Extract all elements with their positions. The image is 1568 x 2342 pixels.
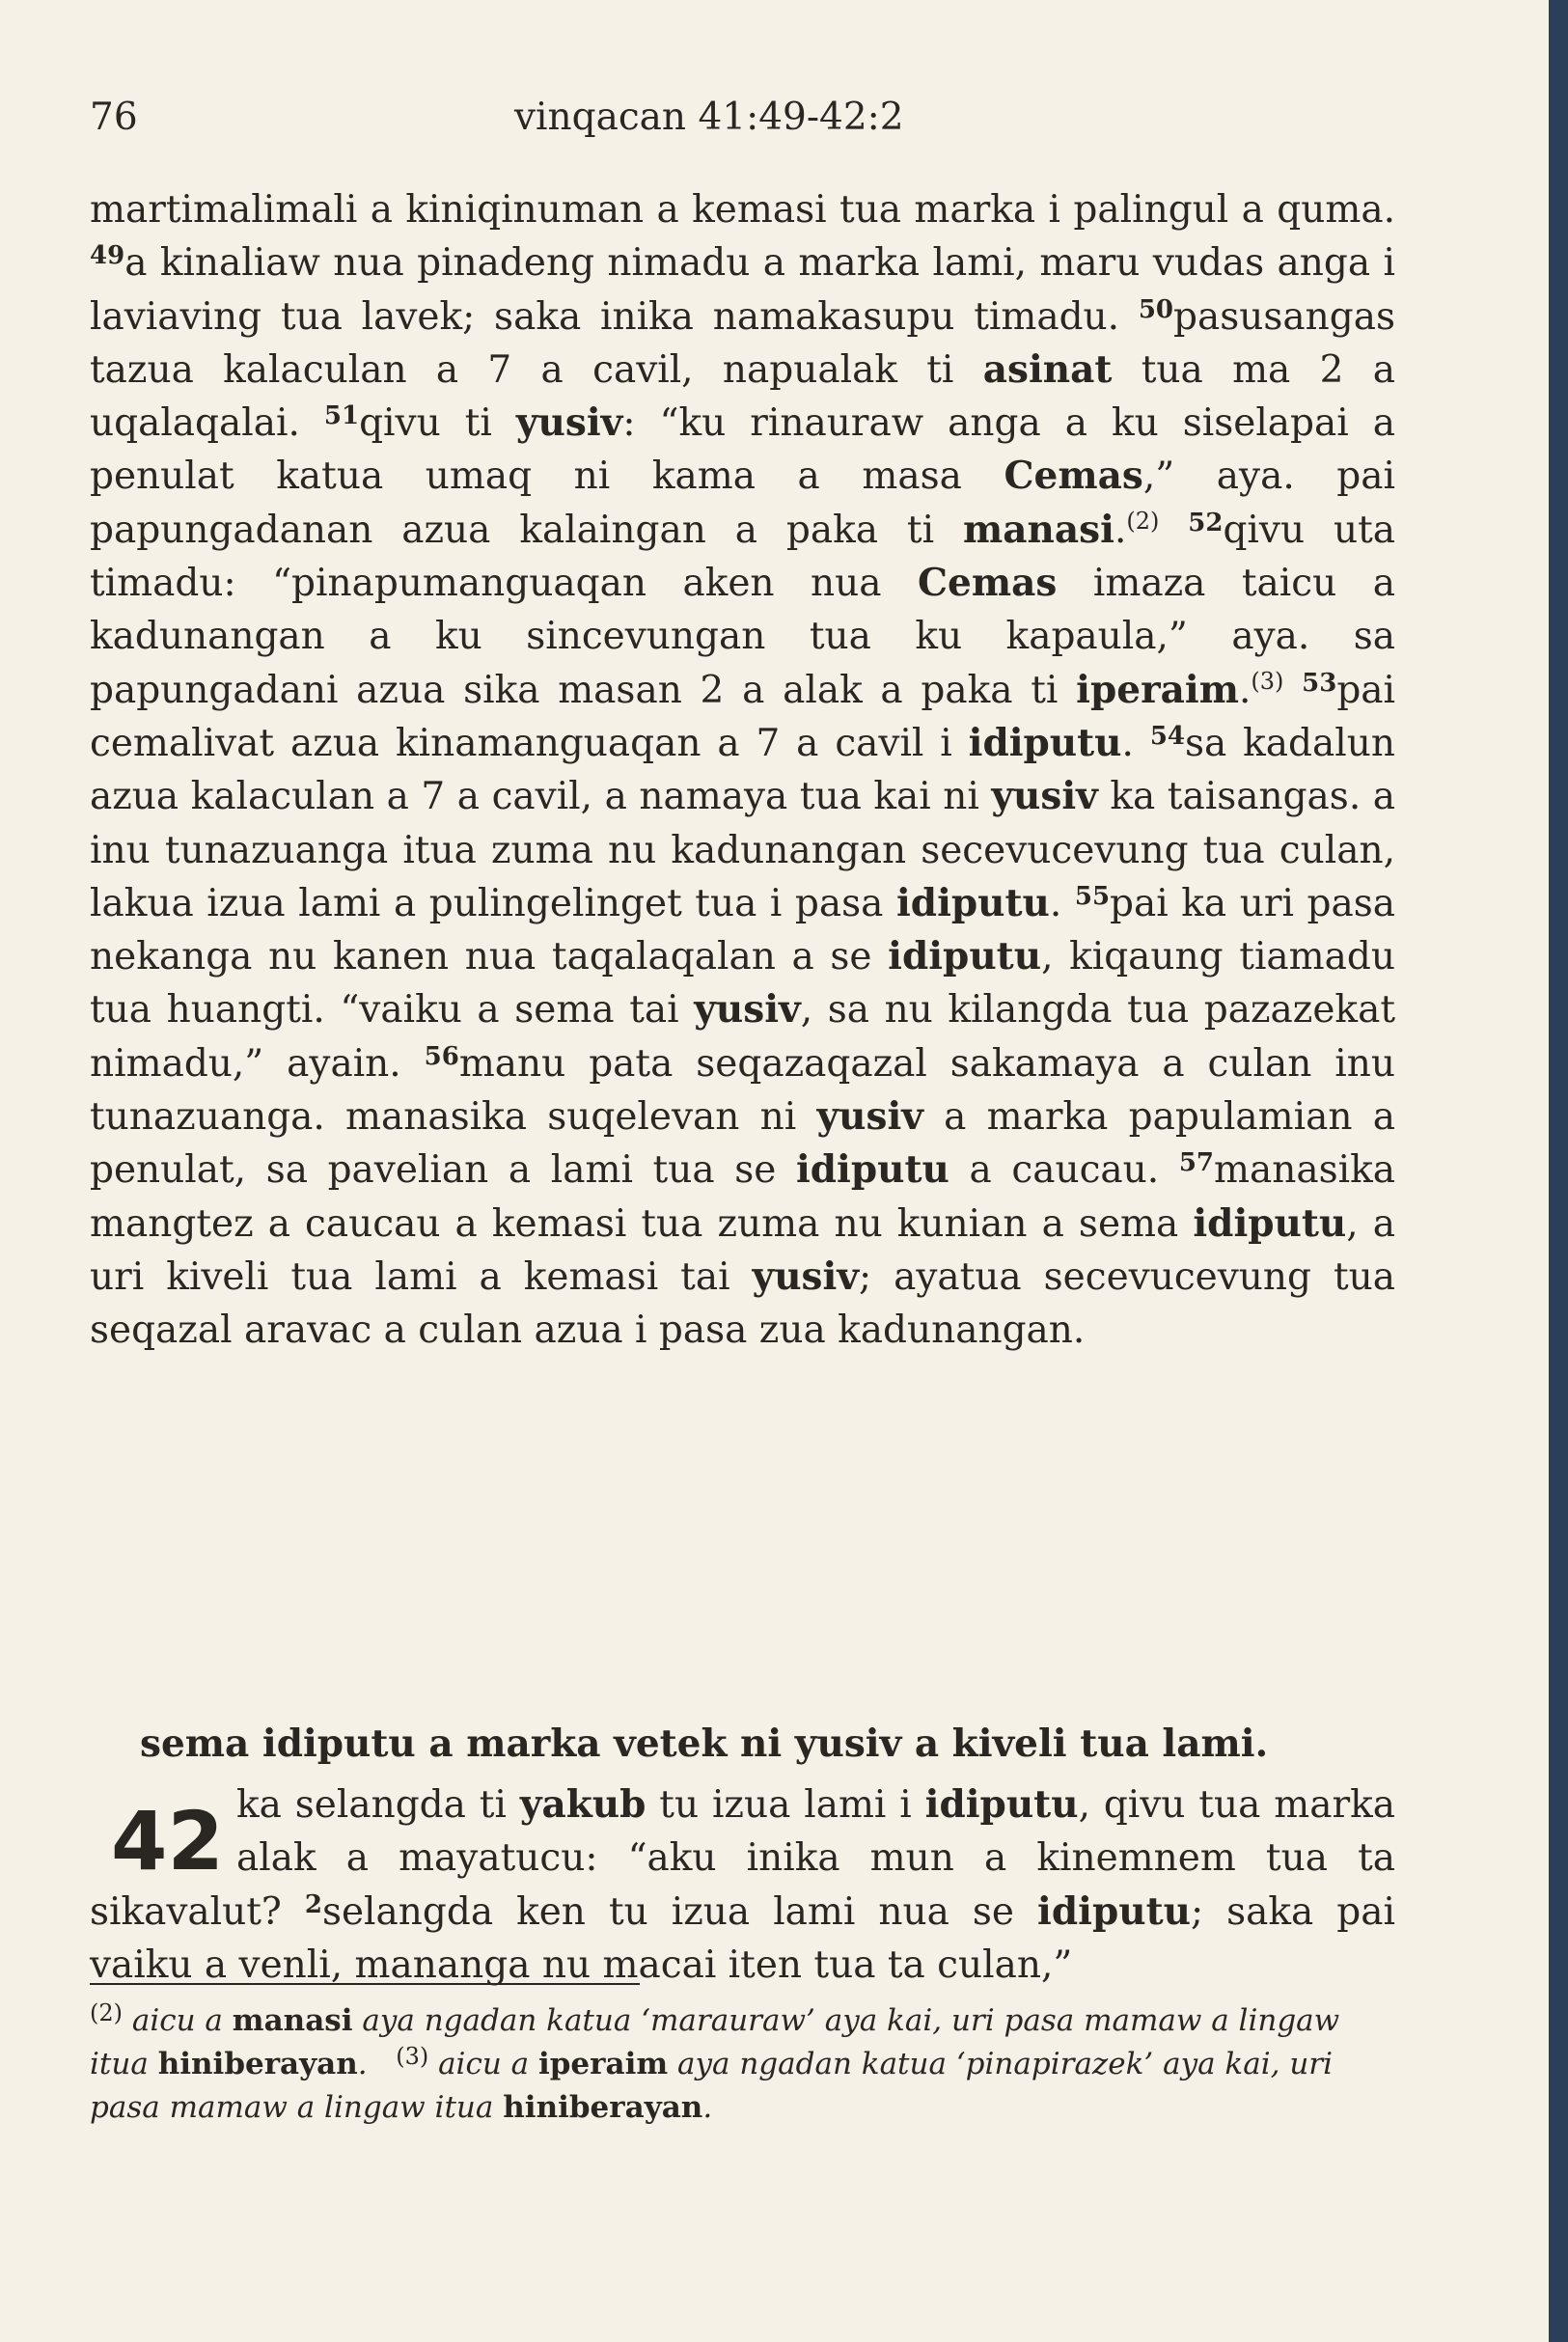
verse-number-56: 56: [424, 1041, 459, 1071]
name-yusiv: yusiv: [816, 1094, 923, 1140]
verse-number-53: 53: [1302, 668, 1337, 698]
footnote-ref-3[interactable]: (3): [1251, 667, 1284, 695]
verse-51-text-a: qivu ti: [359, 401, 492, 446]
name-yusiv: yusiv: [752, 1254, 859, 1299]
page-edge: [1549, 0, 1568, 2342]
verse-57-text-b: , a uri kiveli tua lami a kemasi tai: [90, 1201, 1395, 1299]
verse-1-text-a: ka selangda ti: [236, 1783, 507, 1827]
footnote-2-text-c: .: [357, 2047, 368, 2081]
name-idiputu: idiputu: [1037, 1888, 1191, 1934]
verse-49-text: a kinaliaw nua pinadeng nimadu a marka lami, maru vudas anga i laviaving tua lavek; saka inika namakasupu timadu.: [90, 241, 1395, 339]
name-idiputu: idiputu: [968, 720, 1122, 765]
footnote-2-term-hiniberayan: hiniberayan: [157, 2047, 358, 2081]
verse-54-text-a: sa kadalun azua kalaculan a 7 a cavil, a namaya tua kai ni: [90, 721, 1395, 819]
verse-54-text-b: ka taisangas. a inu tunazuanga itua zuma nu kadunangan secevucevung tua culan, lakua izua lami a pulingelinget tua i pasa: [90, 775, 1396, 925]
verse-number-50: 50: [1138, 294, 1174, 324]
verse-57-text-a: manasika mangtez a caucau a kemasi tua zuma nu kunian a sema: [90, 1148, 1396, 1246]
footnote-3-term-hiniberayan: hiniberayan: [503, 2090, 703, 2125]
footnotes: [90, 1999, 1395, 2130]
footnote-mark-2: (2): [90, 1999, 123, 2026]
verse-52-text-b: imaza taicu a kadunangan a ku sincevungan tua ku kapaula,” aya. sa papungadani azua sika masan 2 a alak a paka ti: [90, 562, 1395, 712]
verse-number-52: 52: [1188, 508, 1224, 537]
page-header: [90, 89, 1450, 147]
chapter-number: 42: [111, 1794, 224, 1888]
name-idiputu: idiputu: [924, 1782, 1079, 1827]
verse-2-text-a: selangda ken tu izua lami nua se: [321, 1889, 1015, 1934]
section-heading: sema idiputu a marka vetek ni yusiv a kiveli tua lami.: [140, 1722, 1269, 1766]
verse-number-2: 2: [304, 1889, 322, 1919]
verse-56-text-c: a caucau.: [969, 1148, 1160, 1193]
name-asinat: asinat: [982, 346, 1113, 392]
verse-55-text-b: , kiqaung tiamadu tua huangti. “vaiku a sema tai: [90, 935, 1395, 1033]
name-yusiv: yusiv: [694, 987, 801, 1033]
name-idiputu: idiputu: [795, 1147, 949, 1193]
name-idiputu: idiputu: [888, 934, 1042, 979]
footnote-3-text-a: aicu a: [438, 2047, 530, 2081]
verse-50-text-b: tua ma 2 a uqalaqalai.: [90, 347, 1395, 446]
verse-number-55: 55: [1074, 881, 1111, 911]
verse-54-text-c: .: [1049, 881, 1062, 925]
verse-55-text-a: pai ka uri pasa nekanga nu kanen nua taqalaqalan a se: [90, 881, 1396, 979]
verse-51-text-d: .: [1114, 508, 1127, 552]
footnote-2-text-b: aya ngadan katua ‘marauraw’ aya kai, uri pasa mamaw a lingaw itua: [90, 2003, 1340, 2081]
verse-55-text-c: , sa nu kilangda tua pazazekat nimadu,” ayain.: [90, 988, 1395, 1086]
footnote-2-term-manasi: manasi: [232, 2003, 353, 2038]
chapter-42-text: [90, 1778, 1395, 1992]
verse-53-text-b: .: [1121, 721, 1134, 765]
running-head: vinqacan 41:49-42:2: [514, 96, 904, 139]
name-idiputu: idiputu: [1193, 1200, 1347, 1246]
footnote-3-term-iperaim: iperaim: [537, 2047, 669, 2081]
paragraph-chapter-42: [90, 1778, 1395, 1992]
verse-1-text-c: , qivu tua marka alak a mayatucu: “aku inika mun a kinemnem tua ta sikavalut?: [90, 1783, 1395, 1934]
footnote-3-text-c: .: [702, 2090, 713, 2125]
name-yusiv: yusiv: [991, 774, 1098, 819]
verse-51-text-b: : “ku rinauraw anga a ku siselapai a penulat katua umaq ni kama a masa: [90, 401, 1396, 499]
footnote-mark-3: (3): [396, 2043, 429, 2070]
verse-50-text-a: pasusangas tazua kalaculan a 7 a cavil, napualak ti: [90, 294, 1395, 392]
page-number: 76: [90, 96, 138, 139]
paragraph-chapter-41-end: [90, 183, 1395, 1358]
verse-51-text-c: ,” aya. pai papungadanan azua kalaingan a paka ti: [90, 455, 1395, 552]
name-idiputu: idiputu: [895, 880, 1050, 925]
verse-48-text: martimalimali a kiniqinuman a kemasi tua marka i palingul a quma.: [90, 188, 1395, 232]
name-cemas: Cemas: [918, 561, 1058, 606]
verse-52-text-c: .: [1238, 668, 1252, 712]
name-iperaim: iperaim: [1076, 667, 1239, 712]
name-cemas: Cemas: [1004, 454, 1143, 499]
verse-56-text-a: manu pata seqazaqazal sakamaya a culan inu tunazuanga. manasika suqelevan ni: [90, 1041, 1395, 1140]
verse-53-text-a: pai cemalivat azua kinamanguaqan a 7 a cavil i: [90, 668, 1396, 765]
verse-number-57: 57: [1178, 1148, 1215, 1178]
verse-number-51: 51: [323, 401, 360, 431]
footnote-3-text-b: aya ngadan katua ‘pinapirazek’ aya kai, uri pasa mamaw a lingaw itua: [90, 2047, 1334, 2125]
chapter-number-space: [90, 1778, 236, 1883]
verse-52-text-a: qivu uta timadu: “pinapumanguaqan aken nua: [90, 508, 1396, 606]
verse-number-54: 54: [1149, 721, 1186, 751]
body-text: [90, 183, 1395, 1358]
verse-number-49: 49: [90, 241, 125, 271]
verse-57-text-c: ; ayatua secevucevung tua seqazal aravac a culan azua i pasa zua kadunangan.: [90, 1254, 1395, 1353]
footnote-block: [90, 1999, 1395, 2130]
footnote-ref-2[interactable]: (2): [1126, 507, 1160, 535]
verse-56-text-b: a marka papulamian a penulat, sa pavelian a lami tua se: [90, 1095, 1395, 1193]
name-manasi: manasi: [963, 507, 1114, 552]
footnote-2-text-a: aicu a: [131, 2003, 223, 2038]
name-yakub: yakub: [519, 1782, 646, 1827]
footnote-divider: [90, 1983, 640, 1985]
verse-2-text-b: ; saka pai vaiku a venli, mananga nu macai iten tua ta culan,”: [90, 1889, 1395, 1987]
verse-1-text-b: tu izua lami i: [659, 1783, 912, 1827]
name-yusiv: yusiv: [515, 400, 623, 446]
